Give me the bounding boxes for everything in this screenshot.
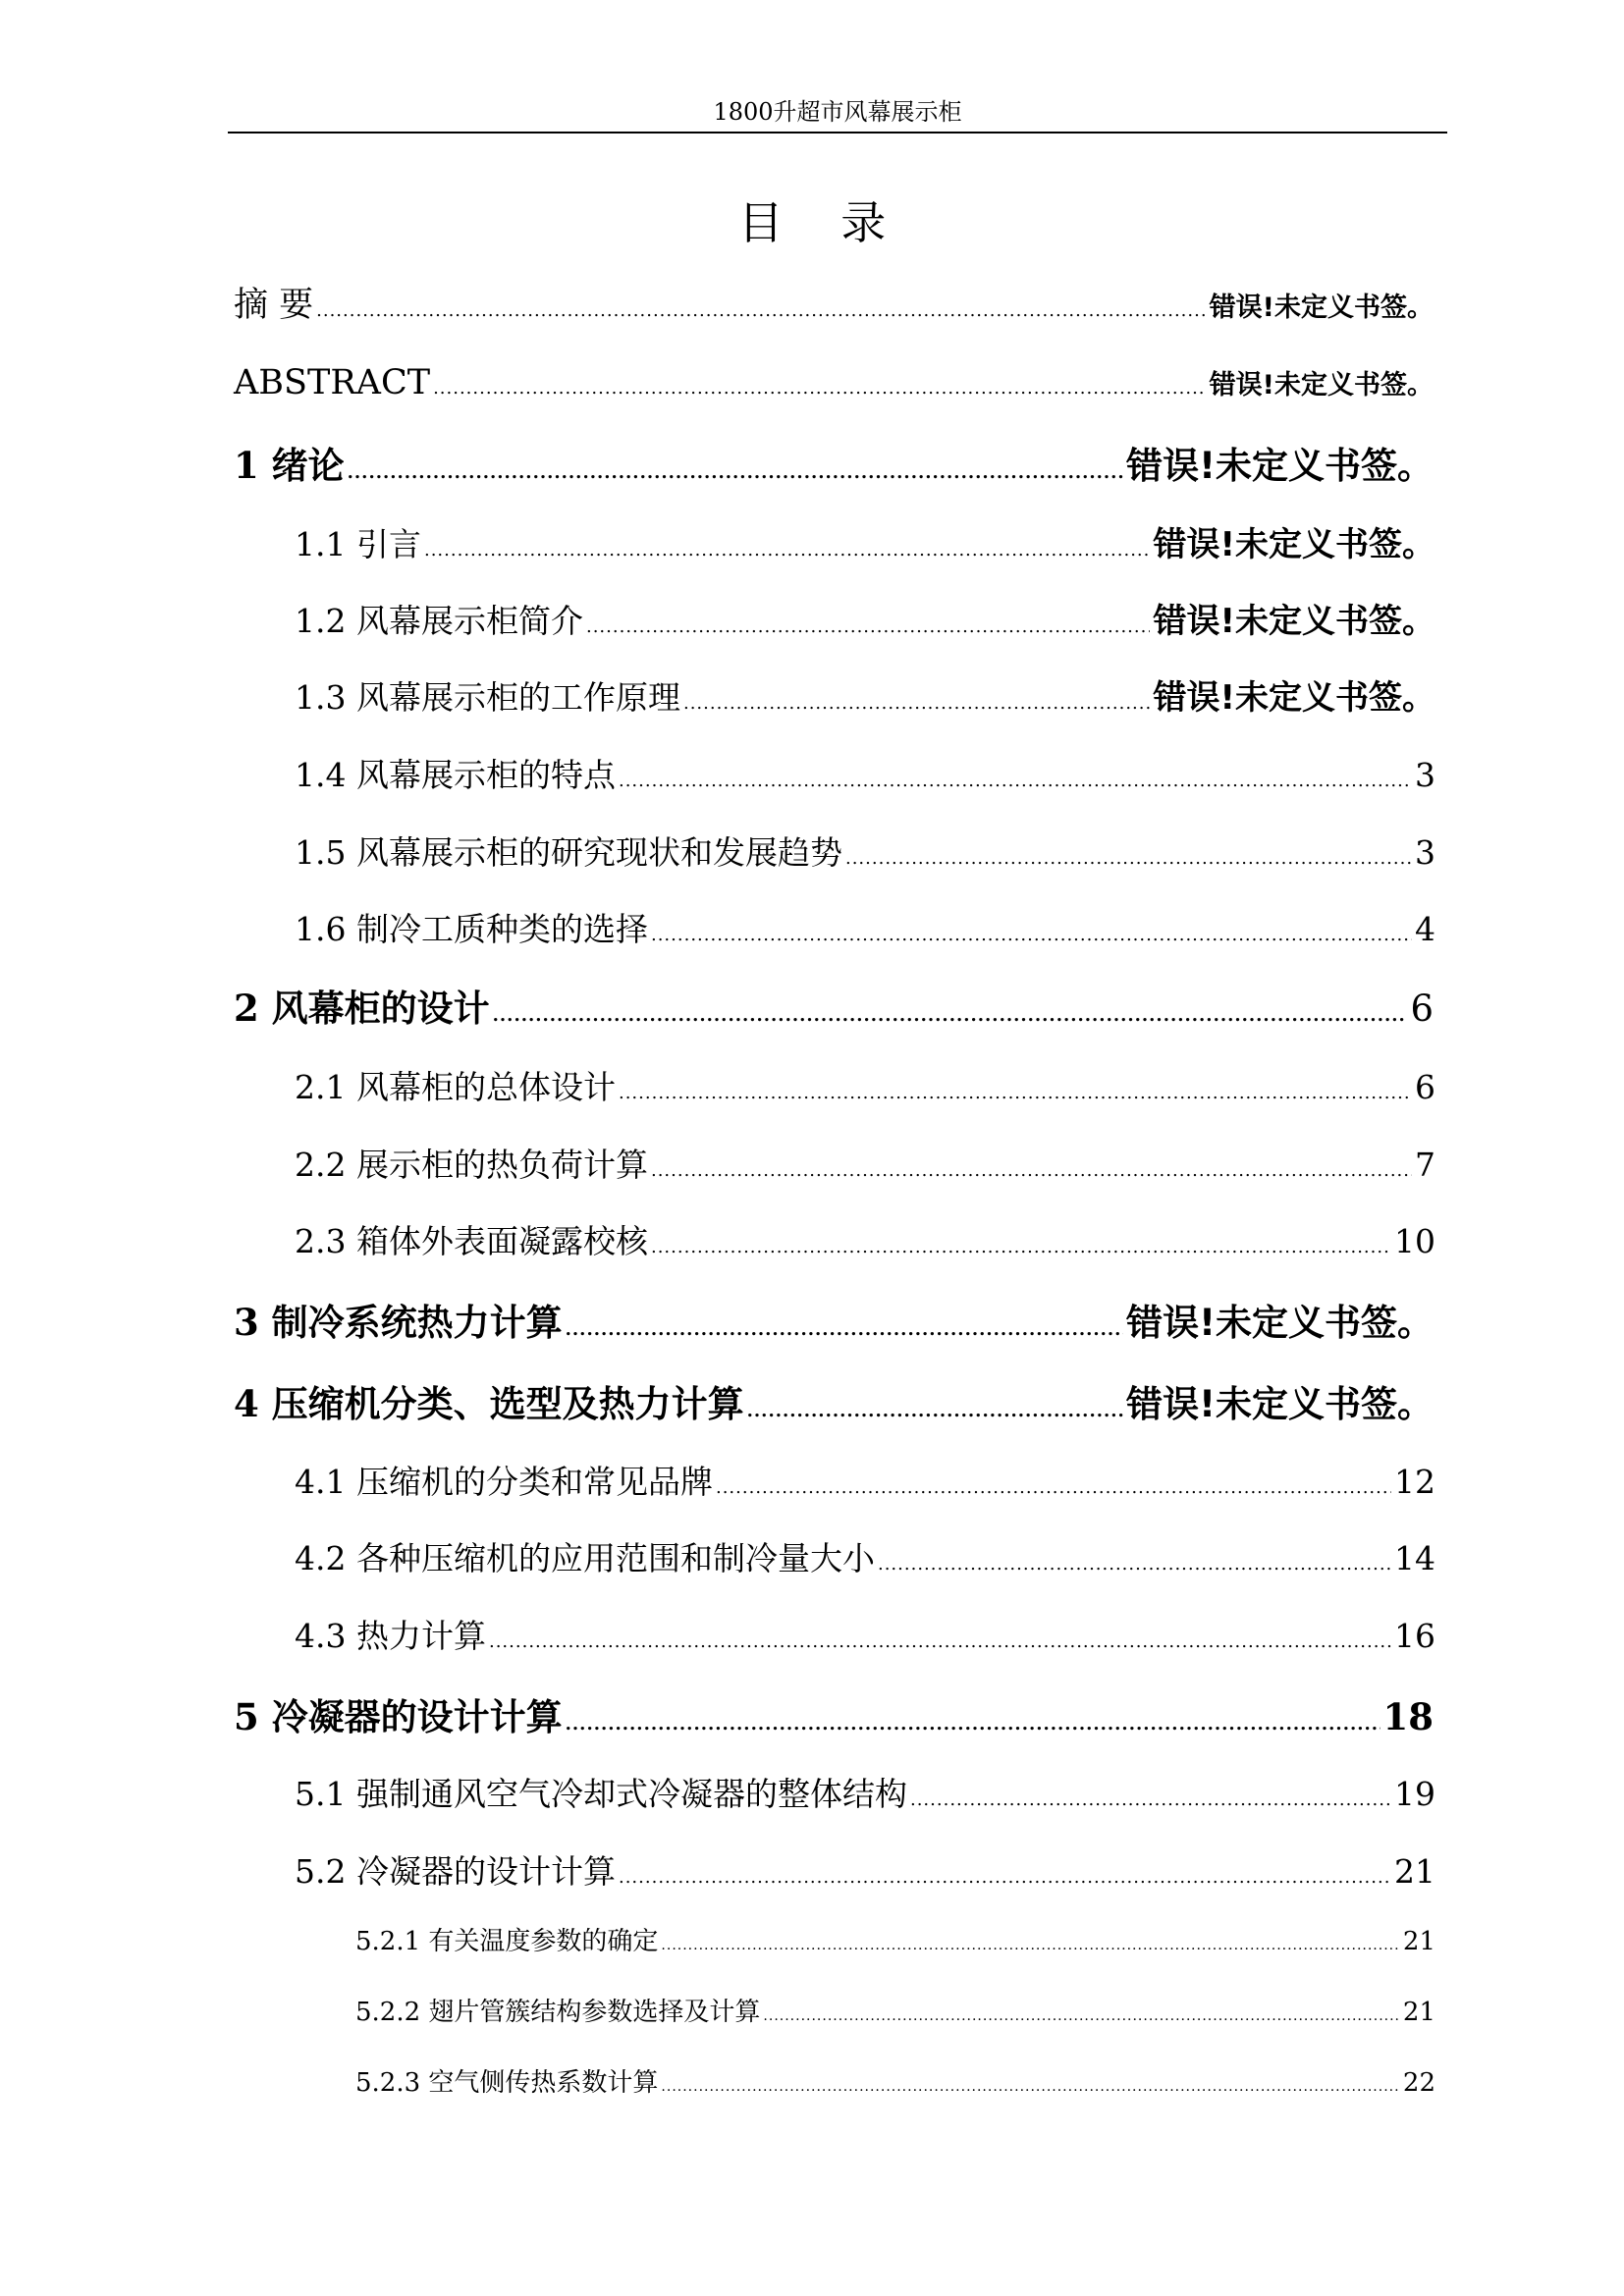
toc-entry-page: 10 [1394,1222,1435,1260]
dot-leader [910,1776,1391,1825]
toc-entry-page: 7 [1415,1146,1435,1184]
toc-entry-page: 错误!未定义书签。 [1126,445,1434,487]
toc-entry-label: 4 压缩机分类、选型及热力计算 [234,1382,744,1425]
toc-entry-label: 2.2 展示柜的热负荷计算 [295,1146,648,1184]
dot-leader [619,757,1412,806]
toc-entry-label: 4.2 各种压缩机的应用范围和制冷量大小 [295,1539,875,1577]
toc-entry-1-2[interactable] [295,597,1435,646]
toc-entry-page: 22 [1402,2068,1435,2098]
toc-entry-chapter-3[interactable] [234,1296,1434,1349]
toc-entry-page: 错误!未定义书签。 [1126,1383,1434,1425]
toc-entry-page: 4 [1415,910,1435,948]
toc-entry-page: 错误!未定义书签。 [1153,525,1435,564]
toc-entry-chapter-2[interactable] [234,982,1434,1035]
toc-entry-page: 错误!未定义书签。 [1153,678,1435,718]
toc-entry-chapter-4[interactable] [234,1377,1434,1430]
toc-entry-page: 错误!未定义书签。 [1209,370,1434,400]
toc-entry-1-1[interactable] [295,520,1435,569]
toc-entry-5-2-2[interactable] [355,1993,1435,2032]
toc-entry-page: 6 [1415,1068,1435,1106]
toc-entry-4-1[interactable] [295,1458,1435,1507]
toc-entry-5-2-3[interactable] [355,2063,1435,2103]
toc-entry-1-6[interactable] [295,905,1435,954]
toc-entry-2-1[interactable] [295,1063,1435,1112]
toc-entry-page: 12 [1394,1463,1435,1501]
dot-leader [489,1618,1391,1667]
toc-entry-label: 2.3 箱体外表面凝露校核 [295,1222,648,1260]
toc-entry-4-2[interactable] [295,1534,1435,1583]
dot-leader [566,1304,1123,1357]
dot-leader [716,1464,1391,1513]
toc-entry-label: 1.6 制冷工质种类的选择 [295,910,648,948]
toc-entry-label: 5.2.3 空气侧传热系数计算 [355,2068,659,2098]
toc-entry-1-5[interactable] [295,828,1435,878]
toc-entry-page: 18 [1382,1695,1434,1738]
dot-leader [433,362,1207,415]
toc-entry-5-2[interactable] [295,1847,1435,1896]
toc-entry-label: 5.2.2 翅片管簇结构参数选择及计算 [355,1998,761,2027]
toc-entry-page: 错误!未定义书签。 [1153,602,1435,641]
toc-entry-label: 1.1 引言 [295,525,421,563]
dot-leader [845,834,1412,883]
toc-entry-label: 1.4 风幕展示柜的特点 [295,756,616,794]
toc-entry-1-4[interactable] [295,751,1435,800]
header-rule [228,132,1447,133]
dot-leader [763,1997,1399,2036]
dot-leader [878,1540,1391,1589]
toc-entry-page: 错误!未定义书签。 [1209,293,1434,323]
dot-leader [348,447,1123,500]
toc-entry-page: 6 [1410,988,1434,1030]
dot-leader [651,911,1412,960]
toc-entry-label: 5 冷凝器的设计计算 [234,1695,563,1738]
running-header: 1800升超市风幕展示柜 [713,98,962,126]
toc-entry-4-3[interactable] [295,1612,1435,1661]
toc-entry-page: 错误!未定义书签。 [1126,1302,1434,1344]
dot-leader [566,1698,1380,1751]
toc-entry-5-1[interactable] [295,1770,1435,1819]
toc-entry-5-2-1[interactable] [355,1922,1435,1961]
dot-leader [493,989,1408,1042]
dot-leader [651,1147,1412,1196]
dot-leader [619,1069,1412,1118]
toc-entry-2-3[interactable] [295,1217,1435,1266]
dot-leader [586,603,1151,652]
toc-entry-label: ABSTRACT [234,363,431,402]
toc-entry-page: 3 [1415,833,1435,872]
toc-entry-page: 21 [1402,1998,1435,2027]
dot-leader [747,1385,1123,1438]
toc-entry-label: 5.2 冷凝器的设计计算 [295,1852,616,1891]
toc-entry-abstract-en[interactable] [234,356,1434,409]
dot-leader [661,2067,1399,2107]
toc-entry-abstract-cn[interactable] [234,279,1434,332]
toc-entry-label: 5.1 强制通风空气冷却式冷凝器的整体结构 [295,1775,907,1813]
toc-entry-page: 21 [1402,1927,1435,1956]
toc-title: 目 录 [737,196,908,249]
toc-entry-label: 3 制冷系统热力计算 [234,1301,563,1344]
toc-entry-page: 14 [1394,1539,1435,1577]
toc-entry-page: 3 [1415,756,1435,794]
toc-entry-page: 19 [1394,1775,1435,1813]
toc-entry-label: 1.5 风幕展示柜的研究现状和发展趋势 [295,833,842,872]
dot-leader [661,1926,1399,1965]
toc-entry-label: 2 风幕柜的设计 [234,987,490,1030]
toc-entry-chapter-5[interactable] [234,1690,1434,1743]
dot-leader [619,1853,1391,1902]
toc-entry-1-3[interactable] [295,673,1435,722]
toc-entry-label: 摘 要 [234,286,314,325]
toc-entry-2-2[interactable] [295,1141,1435,1190]
toc-entry-label: 2.1 风幕柜的总体设计 [295,1068,616,1106]
dot-leader [424,526,1151,575]
toc-entry-chapter-1[interactable] [234,439,1434,492]
dot-leader [683,679,1151,728]
toc-entry-page: 21 [1394,1852,1435,1891]
toc-entry-label: 4.3 热力计算 [295,1617,486,1655]
toc-entry-label: 1.3 风幕展示柜的工作原理 [295,678,680,717]
dot-leader [316,285,1207,338]
dot-leader [651,1223,1391,1272]
toc-entry-label: 5.2.1 有关温度参数的确定 [355,1927,659,1956]
toc-entry-label: 1 绪论 [234,444,345,487]
toc-entry-label: 4.1 压缩机的分类和常见品牌 [295,1463,713,1501]
toc-entry-label: 1.2 风幕展示柜简介 [295,602,583,640]
toc-entry-page: 16 [1394,1617,1435,1655]
